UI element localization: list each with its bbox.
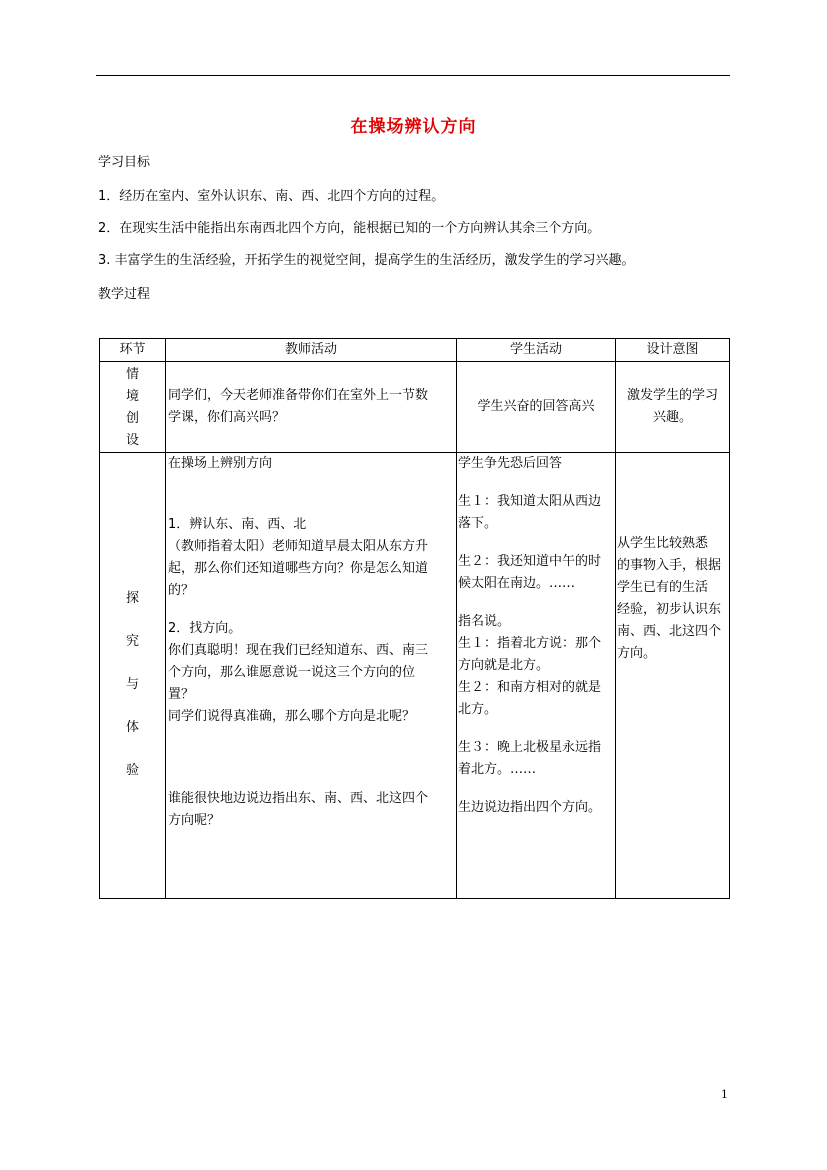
student-line: 落下。: [458, 516, 498, 531]
teacher-line: 的？: [168, 583, 195, 598]
teacher-line: 置？: [168, 687, 195, 702]
student-line: 生３：晚上北极星永远指: [458, 740, 602, 755]
teacher-line: 学课，你们高兴吗？: [168, 410, 286, 425]
design-intent-cell: [616, 453, 730, 899]
stage-char: 设: [125, 433, 139, 448]
intent-line: 从学生比较熟悉: [617, 536, 709, 551]
student-line: 着北方。……: [458, 762, 537, 777]
lesson-plan-table: [99, 338, 730, 899]
table-row: [100, 453, 730, 899]
table-header-row: [100, 339, 730, 362]
intent-line: 方向。: [617, 646, 657, 661]
teacher-line: 谁能很快地边说边指出东、南、西、北这四个: [168, 791, 429, 806]
stage-char: 验: [125, 763, 139, 778]
teacher-line: 2．找方向。: [168, 621, 242, 636]
page-number: 1: [721, 1088, 728, 1101]
teacher-line: 同学们说得真准确，那么哪个方向是北呢？: [168, 709, 416, 724]
teacher-line: 你们真聪明！现在我们已经知道东、西、南三: [168, 643, 429, 658]
student-line: 候太阳在南边。……: [458, 576, 576, 591]
student-line: 生１：指着北方说：那个: [458, 636, 602, 651]
stage-char: 探: [125, 591, 139, 606]
intent-line: 经验，初步认识东: [617, 602, 722, 617]
teacher-line: （教师指着太阳）老师知道早晨太阳从东方升: [168, 539, 429, 554]
teacher-activity-cell: [166, 362, 457, 453]
student-line: 生２：我还知道中午的时: [458, 554, 602, 569]
intent-line: 学生已有的生活: [617, 580, 709, 595]
design-intent-cell: [616, 362, 730, 453]
goal-3: 3. 丰富学生的生活经验，开拓学生的视觉空间，提高学生的生活经历，激发学生的学习兴趣。: [98, 253, 635, 268]
teacher-line: 起，那么你们还知道哪些方向？你是怎么知道: [168, 561, 429, 576]
teacher-line: 同学们，今天老师准备带你们在室外上一节数: [168, 388, 429, 403]
student-activity-cell: [457, 362, 616, 453]
goals-heading: 学习目标: [98, 155, 151, 170]
intent-line: 南、西、北这四个: [617, 624, 722, 639]
stage-char: 体: [125, 720, 139, 735]
student-line: 生２：和南方相对的就是: [458, 680, 602, 695]
teacher-line: 方向呢？: [168, 813, 221, 828]
document-title: 在操场辨认方向: [350, 117, 477, 137]
intent-line: 的事物入手，根据: [617, 558, 722, 573]
student-line: 生１：我知道太阳从西边: [458, 494, 602, 509]
header-teacher: 教师活动: [166, 339, 457, 362]
student-line: 方向就是北方。: [458, 658, 550, 673]
stage-char: 与: [125, 677, 139, 692]
goal-1: 1．经历在室内、室外认识东、南、西、北四个方向的过程。: [98, 189, 445, 204]
student-line: 指名说。: [458, 614, 511, 629]
table-row: [100, 362, 730, 453]
teacher-line: 在操场上辨别方向: [168, 456, 273, 471]
student-activity-cell: [457, 453, 616, 899]
goal-2: 2．在现实生活中能指出东南西北四个方向，能根据已知的一个方向辨认其余三个方向。: [98, 221, 601, 236]
stage-char: 创: [125, 411, 139, 426]
header-student: 学生活动: [457, 339, 616, 362]
intent-line: 激发学生的学习: [626, 388, 718, 403]
stage-cell-explore: [100, 453, 166, 899]
header-intent: 设计意图: [616, 339, 730, 362]
header-stage: 环节: [100, 339, 166, 362]
student-line: 学生兴奋的回答高兴: [477, 399, 595, 414]
student-line: 学生争先恐后回答: [458, 456, 563, 471]
process-heading: 教学过程: [98, 287, 151, 302]
teacher-line: 1．辨认东、南、西、北: [168, 517, 307, 532]
stage-cell-scenario: [100, 362, 166, 453]
teacher-activity-cell: [166, 453, 457, 899]
teacher-line: 个方向，那么谁愿意说一说这三个方向的位: [168, 665, 416, 680]
intent-line: 兴趣。: [652, 410, 692, 425]
stage-char: 情: [125, 367, 139, 382]
stage-char: 究: [125, 634, 139, 649]
student-line: 生边说边指出四个方向。: [458, 800, 602, 815]
stage-char: 境: [125, 389, 139, 404]
header-rule: [96, 75, 730, 76]
student-line: 北方。: [458, 702, 498, 717]
